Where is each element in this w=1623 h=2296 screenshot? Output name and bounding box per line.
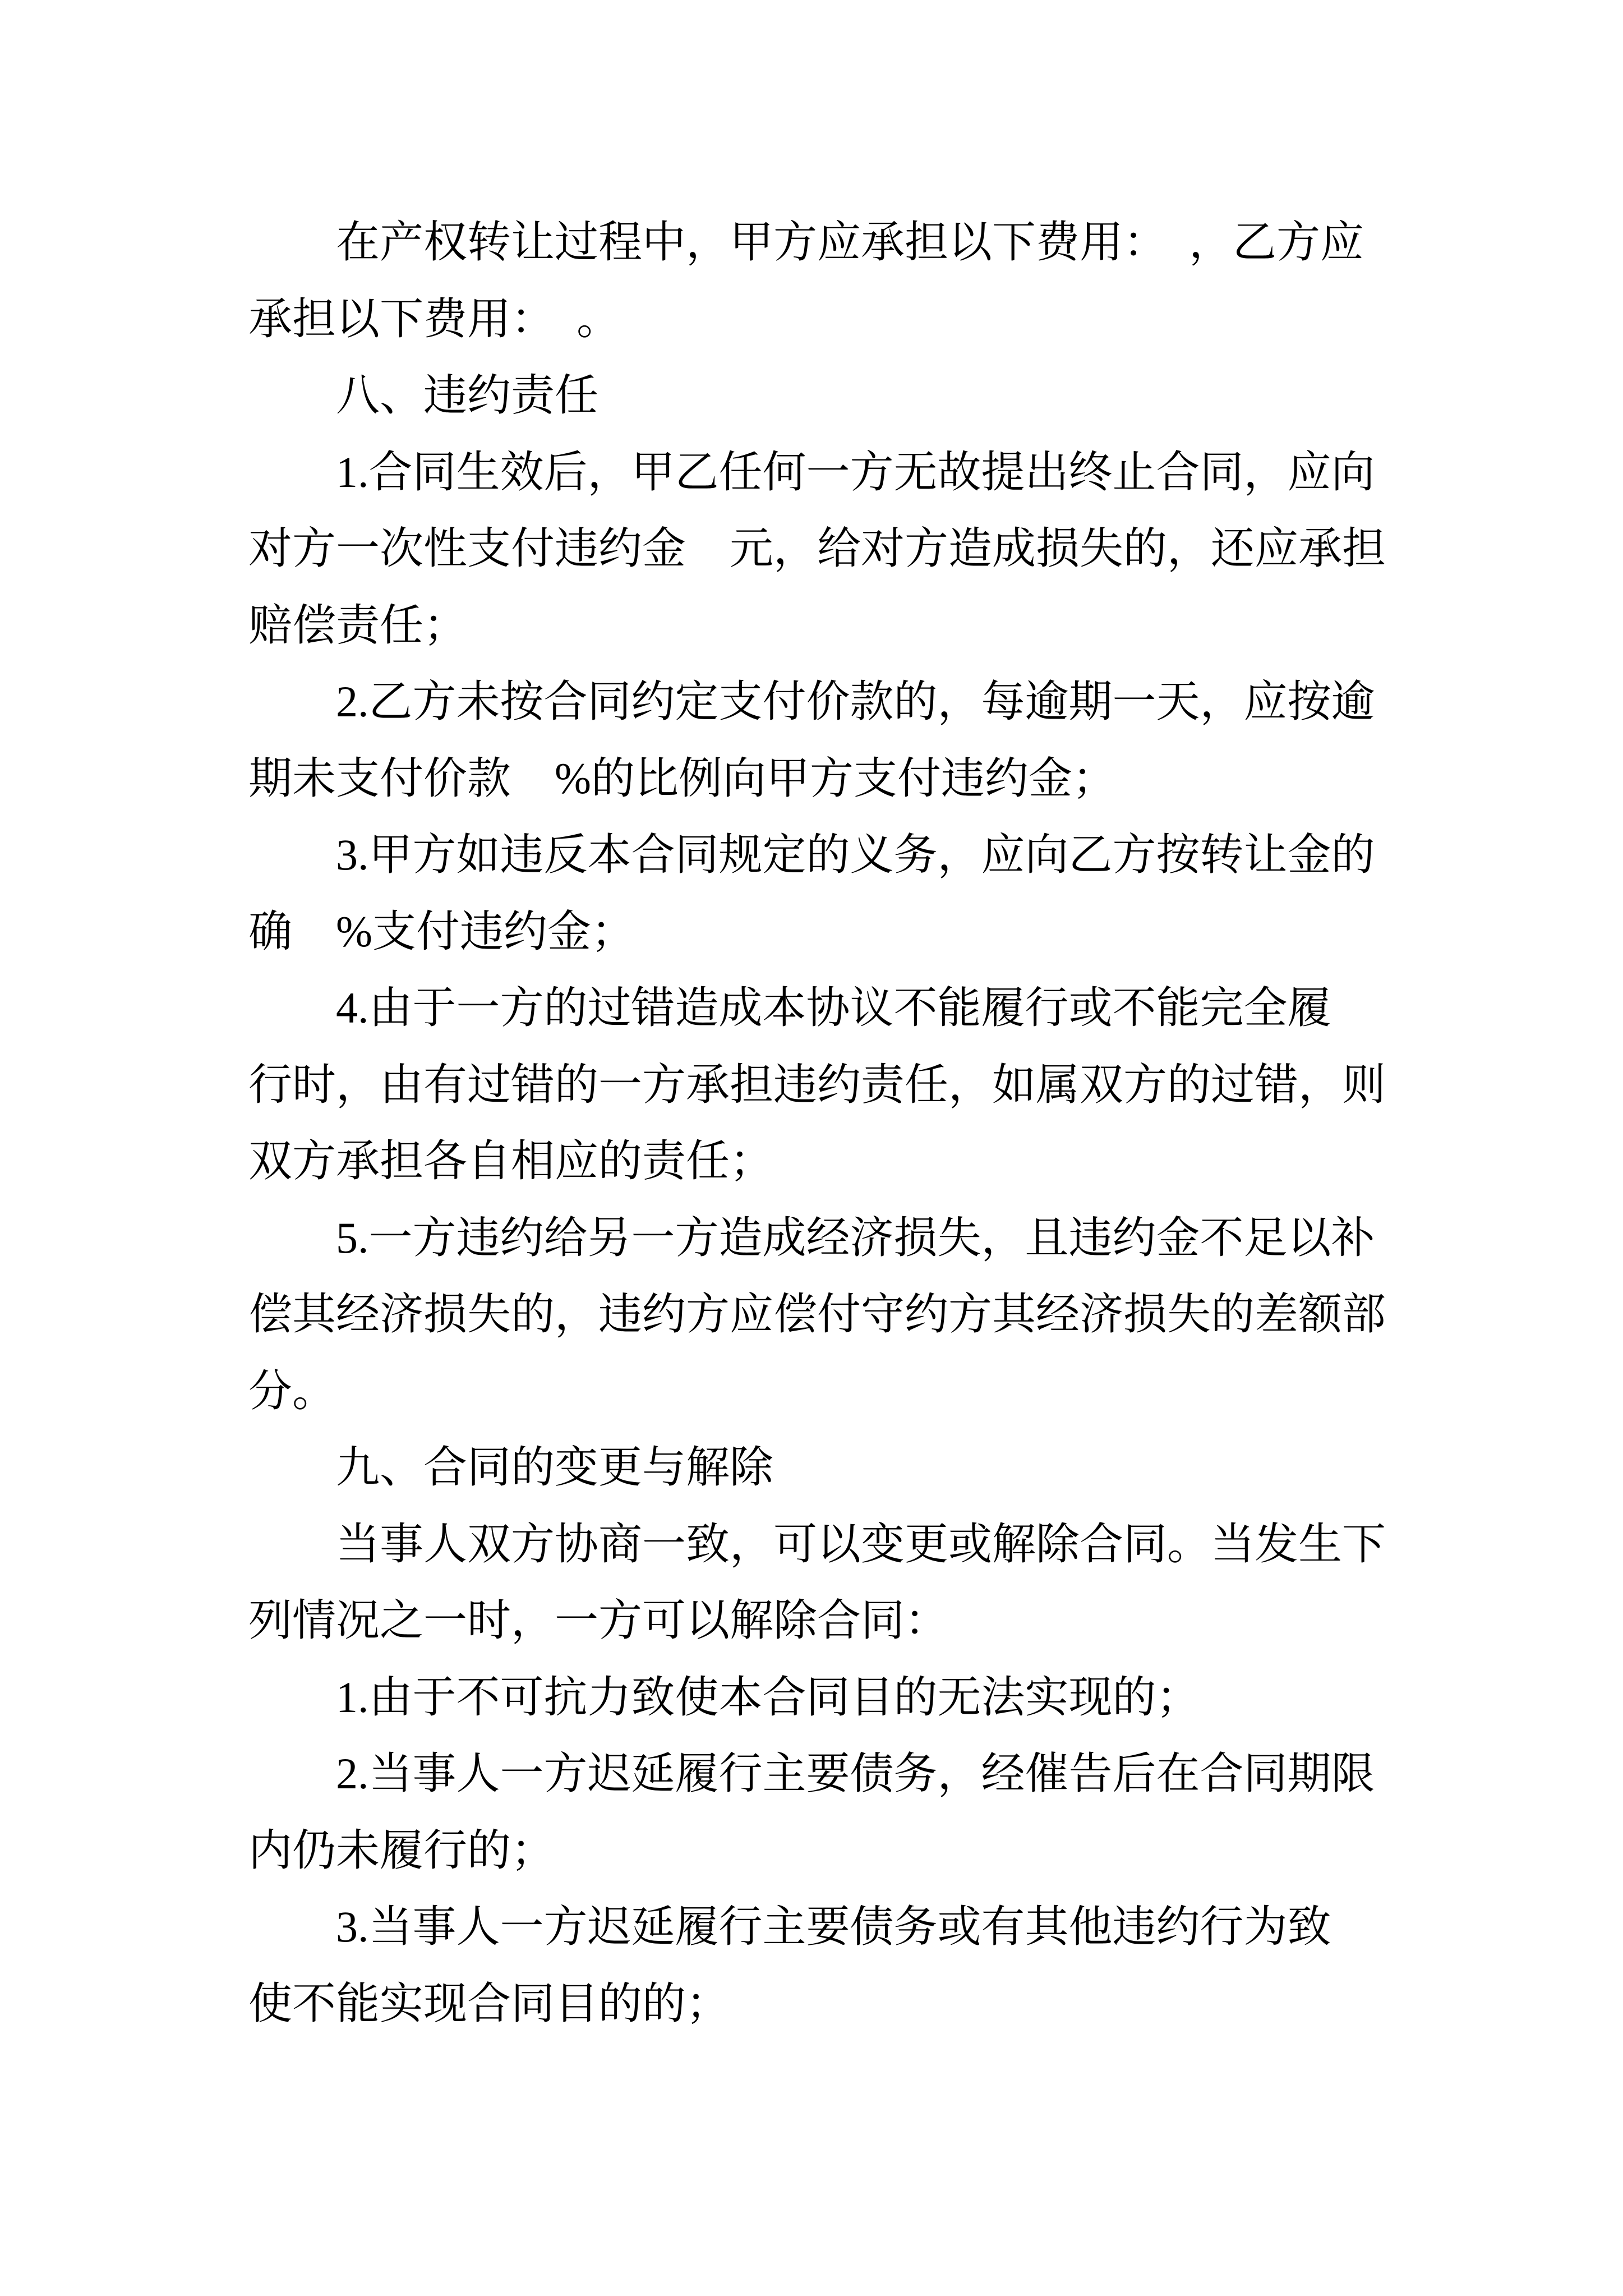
text-line: 九、合同的变更与解除 [336, 1443, 774, 1492]
text-line: 行时，由有过错的一方承担违约责任，如属双方的过错，则 [248, 1060, 1386, 1109]
text-line: 在产权转让过程中，甲方应承担以下费用： ，乙方应 [336, 218, 1364, 266]
text-line: 3.甲方如违反本合同规定的义务，应向乙方按转让金的 [336, 830, 1375, 879]
text-line: 5.一方违约给另一方造成经济损失，且违约金不足以补 [336, 1213, 1375, 1262]
text-line: 内仍未履行的； [248, 1825, 555, 1875]
contract-text-block [248, 204, 1386, 2042]
text-line: 偿其经济损失的，违约方应偿付守约方其经济损失的差额部 [248, 1290, 1386, 1338]
text-line: 确 %支付违约金； [248, 907, 635, 956]
text-line: 1.合同生效后，甲乙任何一方无故提出终止合同，应向 [336, 447, 1375, 496]
text-line: 分。 [248, 1366, 336, 1415]
text-line: 对方一次性支付违约金 元，给对方造成损失的，还应承担 [248, 524, 1386, 573]
text-line: 2.乙方未按合同约定支付价款的，每逾期一天，应按逾 [336, 677, 1375, 726]
text-line: 4.由于一方的过错造成本协议不能履行或不能完全履 [336, 983, 1331, 1032]
text-line: 八、违约责任 [336, 371, 599, 420]
text-line: 列情况之一时，一方可以解除合同： [248, 1596, 949, 1645]
text-line: 赔偿责任； [248, 600, 468, 650]
text-line: 1.由于不可抗力致使本合同目的无法实现的； [336, 1672, 1200, 1722]
text-line: 当事人双方协商一致，可以变更或解除合同。当发生下 [336, 1519, 1386, 1568]
text-line: 承担以下费用： 。 [248, 294, 621, 343]
text-line: 2.当事人一方迟延履行主要债务，经催告后在合同期限 [336, 1749, 1375, 1798]
text-line: 双方承担各自相应的责任； [248, 1137, 774, 1185]
text-line: 使不能实现合同目的的； [248, 1978, 730, 2028]
text-line: 3.当事人一方迟延履行主要债务或有其他违约行为致 [336, 1902, 1331, 1951]
text-line: 期未支付价款 %的比例向甲方支付违约金； [248, 753, 1116, 803]
